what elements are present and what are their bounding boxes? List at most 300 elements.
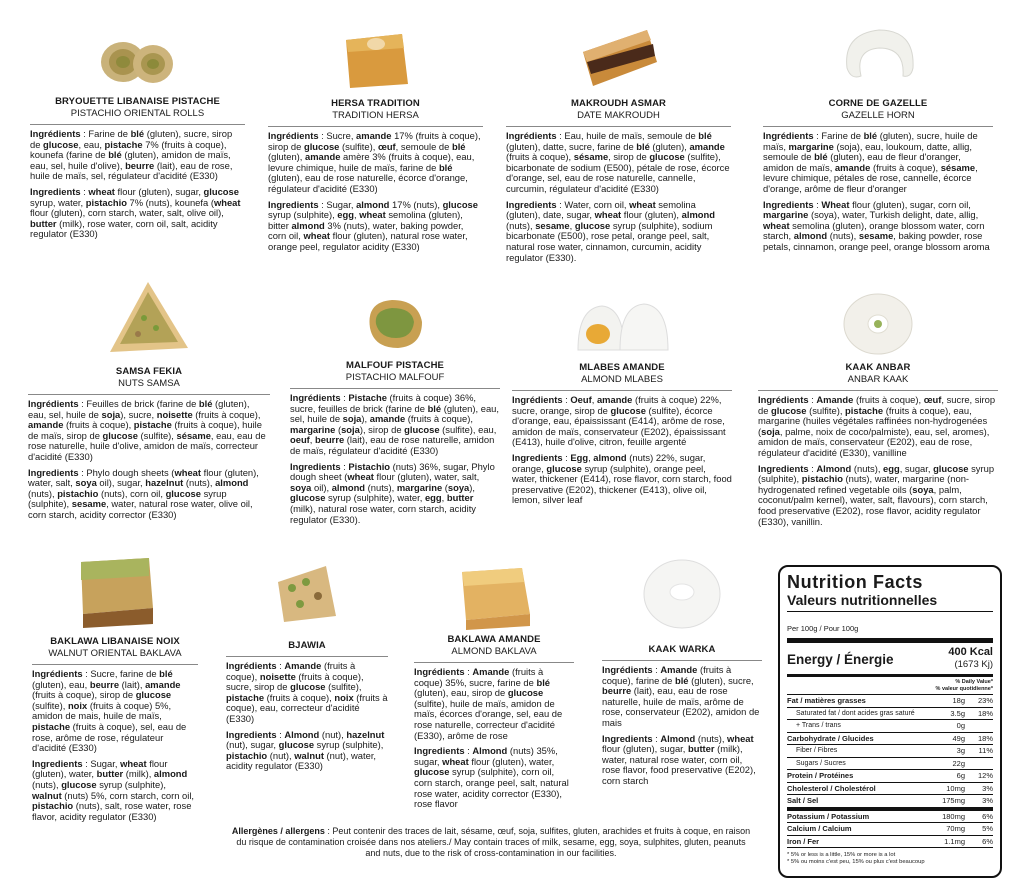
ingredient-text: 3% (nuts), water, baking powder, corn oil,: [268, 219, 464, 242]
ingredient-text: flour (gluten), water,: [32, 757, 168, 780]
allergen-word: blé: [427, 402, 442, 414]
allergen-word: pistache: [32, 720, 71, 732]
allergen-word: Ingredients: [32, 757, 83, 769]
allergen-word: margarine: [763, 209, 809, 221]
nutrient-amount: 175mg: [942, 796, 965, 805]
ingredient-text: (milk), rose water, corn oil, salt, acidity regulator (E330): [30, 217, 218, 240]
ingredient-text: (nuts),: [365, 481, 397, 493]
ingredient-text: oil), sugar,: [96, 477, 146, 489]
allergen-word: Egg: [570, 451, 589, 463]
ingredient-text: (gluten),: [268, 151, 305, 163]
energy-kcal: 400 Kcal: [948, 646, 993, 658]
allergen-word: oeuf: [290, 434, 310, 446]
ingredient-text: (nuts),: [827, 230, 859, 242]
ingredient-text: : Farine de: [813, 130, 864, 141]
allergen-word: glucose: [933, 462, 969, 474]
nutrient-label: Sugars / Sucres: [796, 759, 846, 767]
allergen-word: wheat: [359, 209, 386, 221]
ingredient-text: : Water, corn oil,: [556, 198, 630, 210]
ingredient-text: ), sucre,: [120, 408, 157, 420]
ingredient-text: syrup (sulphite),: [28, 487, 227, 510]
ingredients-en: [758, 464, 998, 528]
ingredient-text: (fruits à coque) 36%, sucre, feuilles de brick (farine de: [290, 392, 477, 414]
ingredient-text: (gluten), sucre, sirop de: [30, 128, 233, 150]
allergen-word: butter: [30, 217, 57, 229]
ingredient-text: (nuts),: [695, 732, 728, 744]
divider: [506, 126, 731, 127]
product-card: [268, 22, 483, 253]
ingredient-text: (gluten), eau, sirop de: [414, 687, 508, 699]
allergens-note: [228, 826, 754, 859]
ingredient-text: (gluten), eau de rose naturelle, écorce d'orange, régulateur d'acidité (E330): [268, 172, 468, 194]
nutrient-label: + Trans / trans: [796, 722, 841, 729]
ingredient-text: flour (gluten), sugar,: [602, 743, 688, 755]
product-name: SAMSA FEKIA: [115, 366, 183, 377]
ingredient-text: (lait),: [119, 678, 146, 690]
product-card: [512, 296, 732, 506]
allergen-word: amande: [834, 161, 871, 173]
allergen-word: beurre: [602, 685, 632, 697]
allergen-word: glucose: [290, 492, 326, 504]
nutrient-daily-value: 18%: [977, 733, 993, 743]
allergen-word: blé: [451, 140, 466, 152]
ingredient-text: (fruits à coque) 35%, sucre, farine de: [414, 666, 544, 688]
ingredient-text: (sulfite),: [32, 699, 68, 711]
allergen-word: beurre: [89, 678, 120, 690]
nutrient-row: [787, 836, 993, 849]
ingredient-text: (nuts) 35%, sugar,: [414, 745, 558, 767]
allergen-word: blé: [814, 151, 828, 163]
ingredient-text: ,: [353, 209, 360, 221]
product-name: MAKROUDH ASMAR: [571, 98, 666, 109]
product-subname: TRADITION HERSA: [332, 110, 419, 121]
allergen-word: wheat: [347, 471, 374, 483]
allergen-word: Ingrédients: [30, 128, 81, 139]
product-name: BJAWIA: [288, 640, 326, 651]
ingredient-text: (fruits à coque), huile de maïs, sirop de: [28, 419, 262, 441]
divider: [512, 390, 732, 391]
product-card: [226, 556, 388, 772]
ingredient-text: , palme, noix de coco/palmiste), eau, sel, aromes), amidon de maïs, conservateur (E202), eau de rose, régulateur d'acidité (E330), vanilline: [758, 425, 990, 458]
nutrient-row: [787, 720, 993, 733]
ingredient-text: (sulfite),: [325, 681, 362, 693]
ingredient-text: :: [652, 664, 661, 675]
ingredient-text: (nut),: [267, 749, 295, 761]
divider: [226, 656, 388, 657]
nutrition-footnote: [787, 852, 993, 866]
nutrient-row: [787, 770, 993, 783]
allergen-word: Ingrédients: [226, 660, 277, 671]
allergen-word: soya: [447, 481, 470, 493]
allergen-word: sesame: [71, 498, 107, 510]
allergen-word: Almond: [816, 462, 852, 474]
ingredient-text: 17% (nuts),: [389, 198, 443, 210]
allergen-word: Pistachio: [348, 460, 391, 472]
product-subname: NUTS SAMSA: [118, 378, 180, 389]
allergen-word: margarine: [290, 423, 336, 435]
ingredient-text: :: [276, 728, 285, 740]
product-name: MALFOUF PISTACHE: [345, 360, 444, 371]
ingredient-text: oil),: [311, 481, 332, 493]
ingredient-text: :: [562, 451, 571, 463]
ingredient-text: , levure chimique, pétales de rose, cannelle, écorce d'orange, arôme de fleur d'oranger: [763, 161, 978, 194]
ingredient-text: syrup (sulphite), corn oil, corn starch, orange peel, salt, natural rose water, acidity corrector (E330), rose flavor: [414, 766, 569, 810]
ingredient-text: : Feuilles de brick (farine de: [78, 398, 199, 409]
allergen-word: wheat: [174, 466, 202, 478]
divider: [758, 390, 998, 391]
kaak-warka-image: [640, 554, 724, 634]
ingredient-text: flour (gluten), corn starch, water, salt, olive oil),: [30, 207, 224, 219]
nutrient-daily-value: [965, 758, 993, 770]
ingredient-text: (lait), eau de rose, huile de maïs, sel, régulateur d'acidité (E330): [30, 159, 233, 182]
product-name: HERSA TRADITION: [331, 98, 420, 109]
nutrient-daily-value: 6%: [982, 811, 993, 821]
ingredient-text: , eau, eau de rose naturelle, huile d'olive, amidon de maïs, correcteur d'acidité (E330): [28, 429, 266, 462]
ingredients-en: [268, 200, 483, 253]
ingredient-text: syrup (sulphite),: [314, 739, 384, 751]
ingredient-text: (gluten), amidon de maïs, eau, sel, huile d'olive),: [30, 149, 231, 171]
product-name: MLABES AMANDE: [579, 362, 665, 373]
malfouf-roll-image: [360, 292, 430, 356]
nutrient-amount: 10mg: [946, 783, 965, 793]
allergen-word: soya: [290, 481, 312, 493]
nutrient-row: [787, 758, 993, 771]
ingredients-fr: [290, 393, 500, 457]
ingredient-text: syrup, water,: [30, 196, 86, 208]
ingredient-text: (sulfite),: [806, 404, 846, 416]
ingredient-text: (nuts), corn oil,: [98, 487, 166, 499]
allergen-word: Ingredients: [602, 732, 653, 744]
ingredients-fr: [602, 665, 762, 729]
ingredient-text: ),: [469, 481, 476, 493]
nutrient-label: Fat / matières grasses: [787, 696, 866, 705]
ingredient-text: syrup (sulphite), sodium bicarbonate (E500), rose petal, orange peel, salt, natural rose water, cinnamon, curcumin, acidity regulator (E330).: [506, 219, 713, 263]
product-subname: ALMOND BAKLAVA: [451, 646, 537, 657]
divider: [602, 660, 762, 661]
ingredient-text: :: [562, 394, 571, 405]
ingredient-text: (nut),: [319, 728, 347, 740]
allergen-word: Ingrédients: [602, 664, 653, 675]
energy-value: [948, 646, 993, 671]
allergen-word: œuf: [923, 394, 942, 405]
nutrient-amount: 6g: [956, 771, 965, 780]
nutrient-daily-value: 23%: [977, 696, 993, 705]
ingredient-text: (fruits à coque), farine de: [602, 664, 732, 686]
allergen-word: pistachio: [32, 800, 74, 812]
nutrient-label: Iron / Fer: [787, 836, 820, 846]
ingredients-fr: [28, 399, 270, 463]
ingredient-text: (fruits à coque) 22%, sucre, orange, sirop de: [512, 394, 722, 416]
allergen-word: soja: [101, 408, 121, 420]
ingredients-en: [512, 453, 732, 506]
ingredient-text: :: [813, 198, 822, 210]
ingredient-text: 7% (fruits à coque), kounefa (farine de: [30, 138, 227, 161]
ingredient-text: (fruits à coque), sel, eau de rose, arôme de rose, régulateur d'acidité (E330): [32, 720, 187, 754]
ingredients-fr: [763, 131, 993, 195]
ingredient-text: (fruits à coque),: [63, 419, 134, 431]
allergen-word: hazelnut: [145, 477, 184, 489]
energy-row: [787, 643, 993, 677]
nutrient-rows: [787, 695, 993, 848]
ingredient-text: ,: [588, 451, 594, 463]
allergen-word: glucose: [43, 138, 79, 150]
allergen-word: pistache: [845, 404, 884, 416]
ingredient-text: (gluten), eau, sel, huile de: [28, 398, 250, 420]
allergen-word: almond: [356, 198, 390, 210]
allergen-word: Almond: [660, 732, 696, 744]
nutrient-amount: 70mg: [946, 824, 965, 833]
allergen-word: glucose: [649, 151, 685, 163]
nutrient-label: Carbohydrate / Glucides: [787, 733, 874, 743]
makroudh-image: [577, 22, 661, 94]
ingredients-en: [28, 468, 270, 521]
mlabes-image: [572, 296, 672, 358]
allergens-label: Allergènes / allergens: [231, 826, 325, 836]
ingredient-text: :: [340, 460, 349, 472]
allergen-word: Ingrédients: [414, 666, 465, 677]
product-name: KAAK ANBAR: [845, 362, 911, 373]
product-card: [763, 22, 993, 253]
samsa-triangle-image: [104, 278, 194, 362]
ingredient-text: amère 3% (fruits à coque), eau, levure chimique, huile de maïs, farine de: [268, 151, 475, 173]
allergen-word: blé: [130, 128, 145, 139]
allergen-word: pistache: [133, 419, 172, 431]
product-card: [602, 554, 762, 787]
ingredient-text: (nuts),: [851, 462, 884, 474]
divider: [32, 664, 198, 665]
ingredient-text: : Sucre,: [318, 130, 357, 141]
allergen-word: soja: [761, 425, 780, 437]
ingredient-text: :: [80, 185, 89, 197]
allergen-word: butter: [687, 743, 715, 755]
ingredient-text: :: [652, 732, 661, 744]
allergens-text: : Peut contenir des traces de lait, sésame, œuf, soja, sulfites, gluten, arachides et fruits à coque, en raison du risque de contamination croisée dans nos ateliers./ May contain traces of milk, sesame, egg, soya, sulphites, gluten, peanuts and nuts, due to the risk of cross-contamination in our facilities.: [236, 826, 751, 858]
product-card: [290, 292, 500, 525]
ingredients-fr: [758, 395, 998, 459]
ingredient-text: (nuts), salt, rose water, rose flavor, acidity regulator (E330): [32, 800, 192, 822]
allergen-word: soya: [75, 477, 97, 489]
pistachio-rolls-image: [93, 22, 183, 92]
allergen-word: wheat: [303, 230, 331, 242]
product-name: CORNE DE GAZELLE: [828, 98, 928, 109]
ingredient-text: flour (gluten), sugar, corn oil,: [849, 198, 971, 210]
divider: [290, 388, 500, 389]
allergen-word: wheat: [88, 185, 115, 197]
ingredient-text: , semoule de: [395, 140, 452, 152]
allergen-word: glucose: [771, 404, 807, 416]
ingredient-text: ,: [569, 219, 575, 231]
allergen-word: glucose: [203, 185, 239, 197]
allergen-word: almond: [153, 768, 188, 780]
allergen-word: walnut: [294, 749, 324, 761]
ingredient-text: , sugar,: [899, 462, 934, 474]
divider: [414, 662, 574, 663]
ingredient-text: : Sugar,: [82, 757, 121, 769]
allergen-word: almond: [331, 481, 366, 493]
nutrient-daily-value: 11%: [978, 746, 993, 755]
ingredient-text: (fruits à coque),: [506, 151, 574, 163]
nutrient-row: [787, 811, 993, 824]
ingredient-text: (nuts) 22%, sugar, orange,: [512, 451, 706, 474]
ingredient-text: (sulfite),: [137, 429, 177, 441]
allergen-word: amande: [596, 394, 633, 405]
nutrient-amount: 180mg: [942, 811, 965, 821]
ingredients-fr: [32, 669, 198, 754]
product-subname: PISTACHIO MALFOUF: [345, 372, 445, 383]
allergen-word: sesame: [858, 230, 894, 242]
daily-value-header: [787, 677, 993, 695]
allergen-word: Pistache: [348, 392, 387, 403]
ingredient-text: (fruits à coque) 5%, amidon de mais, huile de maïs,: [32, 699, 172, 722]
product-subname: DATE MAKROUDH: [577, 110, 660, 121]
ingredient-text: flour (gluten), water,: [468, 755, 555, 767]
allergen-word: Ingrédients: [290, 392, 341, 403]
ingredient-text: :: [808, 462, 817, 474]
allergen-word: blé: [636, 140, 650, 152]
ingredient-text: (sulfite),: [339, 140, 378, 152]
ingredient-text: (soja), eau, loukoum, datte, allig, semoule de: [763, 140, 972, 163]
nutrient-label: Salt / Sel: [787, 796, 819, 805]
allergen-word: blé: [536, 676, 551, 688]
nutrient-row: [787, 783, 993, 796]
ingredients-fr: [30, 129, 245, 182]
allergen-word: noisette: [156, 408, 193, 420]
allergen-word: pistachio: [801, 473, 843, 485]
nutrient-amount: 3.5g: [950, 708, 965, 718]
allergen-word: soya: [912, 483, 934, 495]
allergen-word: glucose: [404, 423, 440, 435]
product-card: [32, 548, 198, 822]
allergen-word: glucose: [303, 140, 340, 152]
allergen-word: blé: [438, 161, 453, 173]
hersa-cake-image: [336, 22, 416, 94]
allergen-word: beurre: [125, 159, 155, 171]
ingredient-text: ), sirop de: [359, 423, 405, 435]
ingredient-text: (nuts),: [506, 219, 536, 231]
allergen-word: Amande: [816, 394, 854, 405]
allergen-word: wheat: [120, 757, 147, 769]
footnote-en: * 5% or less is a little, 15% or more is a lot: [787, 852, 896, 858]
ingredient-text: 7% (nuts), kounefa (: [126, 196, 214, 208]
ingredient-text: (nuts), water, margarine (non-hydrogenated refined vegetable oils (: [758, 473, 970, 495]
allergen-word: noisette: [259, 670, 296, 682]
allergen-word: butter: [446, 492, 474, 504]
ingredients-fr: [512, 395, 732, 448]
ingredient-text: ),: [361, 413, 370, 425]
ingredients-en: [414, 746, 574, 810]
nutrient-label: Potassium / Potassium: [787, 811, 870, 821]
allergen-word: glucose: [165, 487, 201, 499]
ingredient-text: (nuts),: [183, 477, 216, 489]
ingredients-en: [763, 200, 993, 253]
nutrient-amount: 49g: [952, 733, 965, 743]
allergen-word: Ingrédients: [763, 130, 814, 141]
nutrition-title: Nutrition Facts: [787, 572, 924, 592]
ingredient-text: (nut), sugar,: [226, 739, 279, 751]
allergen-word: Ingrédients: [758, 394, 809, 405]
allergen-word: glucose: [102, 429, 138, 441]
nutrient-row: [787, 823, 993, 836]
allergen-word: Ingredients: [28, 466, 79, 478]
ingredient-text: (sulfite), huile de maïs, amidon de maïs, écorces d'orange, sel, eau de rose naturelle, correcteur d'acidité (E330), arôme de rose: [414, 697, 563, 741]
allergen-word: almond: [681, 209, 715, 221]
ingredient-text: (: [442, 481, 448, 493]
allergen-word: amande: [356, 130, 392, 141]
allergen-word: glucose: [574, 219, 611, 231]
allergen-word: margarine: [396, 481, 443, 493]
ingredients-en: [506, 200, 731, 264]
product-subname: ANBAR KAAK: [847, 374, 909, 385]
allergen-word: soja: [341, 423, 360, 435]
allergen-word: Ingredients: [763, 198, 814, 210]
allergen-word: pistache: [226, 691, 265, 703]
ingredients-fr: [226, 661, 388, 725]
ingredient-text: (fruits à coque),: [405, 413, 473, 425]
footnote-fr: * 5% ou moins c'est peu, 15% ou plus c'est beaucoup: [787, 859, 925, 865]
ingredients-en: [290, 462, 500, 526]
allergen-word: soja: [342, 413, 362, 425]
ingredient-text: (fruits à coque), sirop de: [32, 689, 136, 701]
allergen-word: egg: [883, 462, 900, 474]
ingredient-text: (soya), water, Turkish delight, date, allig,: [808, 209, 979, 221]
nutrient-daily-value: 3%: [982, 796, 993, 805]
allergen-word: wheat: [727, 732, 754, 744]
ingredient-text: :: [276, 660, 285, 671]
allergen-word: hazelnut: [346, 728, 385, 740]
ingredient-text: (nuts) 5%, corn starch, corn oil,: [61, 789, 195, 801]
allergen-word: glucose: [442, 198, 478, 210]
nutrient-label: Protein / Protéines: [787, 771, 854, 780]
ingredient-text: (lait), eau, eau de rose naturelle, huile de maïs, arôme de rose, conservateur (E202), amidon de mais: [602, 685, 760, 728]
ingredient-text: (fruits à coque), sucre, sirop de: [226, 670, 364, 693]
divider: [28, 394, 270, 395]
ingredients-fr: [506, 131, 731, 195]
allergen-word: Almond: [284, 728, 320, 740]
serving-size: Per 100g / Pour 100g: [787, 624, 993, 643]
product-subname: ALMOND MLABES: [581, 374, 663, 385]
ingredient-text: (fruits à coque),: [870, 161, 941, 173]
ingredient-text: (nut), water, acidity regulator (E330): [226, 749, 377, 772]
nutrient-label: Cholesterol / Cholestérol: [787, 783, 876, 793]
allergen-word: egg: [424, 492, 442, 504]
ingredient-text: (nuts) 36%, sugar, Phylo dough sheet (: [290, 460, 495, 483]
ingredient-text: semolina (gluten), orange blossom water, corn starch,: [763, 219, 985, 242]
ingredient-text: (gluten),: [649, 140, 690, 152]
allergen-word: Ingredients: [512, 451, 563, 463]
allergen-word: blé: [863, 130, 878, 141]
allergen-word: Amande: [660, 664, 698, 675]
ingredient-text: (gluten), eau, sel, huile de: [290, 402, 499, 425]
nutrient-row: [787, 695, 993, 708]
allergen-word: beurre: [315, 434, 345, 446]
allergen-word: margarine: [788, 140, 834, 152]
allergen-word: glucose: [507, 687, 544, 699]
ingredient-text: :: [340, 392, 349, 403]
nutrient-daily-value: 5%: [982, 824, 993, 833]
ingredient-text: (lait), eau de rose naturelle, amidon de maïs, régulateur d'acidité (E330): [290, 434, 495, 456]
ingredient-text: (gluten), sucre, huile de maïs,: [763, 130, 978, 152]
allergen-word: blé: [108, 149, 122, 161]
ingredient-text: (gluten), eau,: [32, 678, 90, 690]
allergen-word: amande: [305, 151, 341, 163]
ingredient-text: flour (gluten), water, salt,: [28, 466, 259, 489]
ingredient-text: syrup (sulphite),: [268, 209, 338, 221]
ingredient-text: (gluten), sucre,: [688, 674, 754, 686]
product-subname: GAZELLE HORN: [841, 110, 915, 121]
ingredient-text: 17% (fruits à coque), sirop de: [268, 130, 481, 152]
allergen-word: glucose: [414, 766, 450, 778]
allergen-word: Ingredients: [414, 745, 465, 757]
